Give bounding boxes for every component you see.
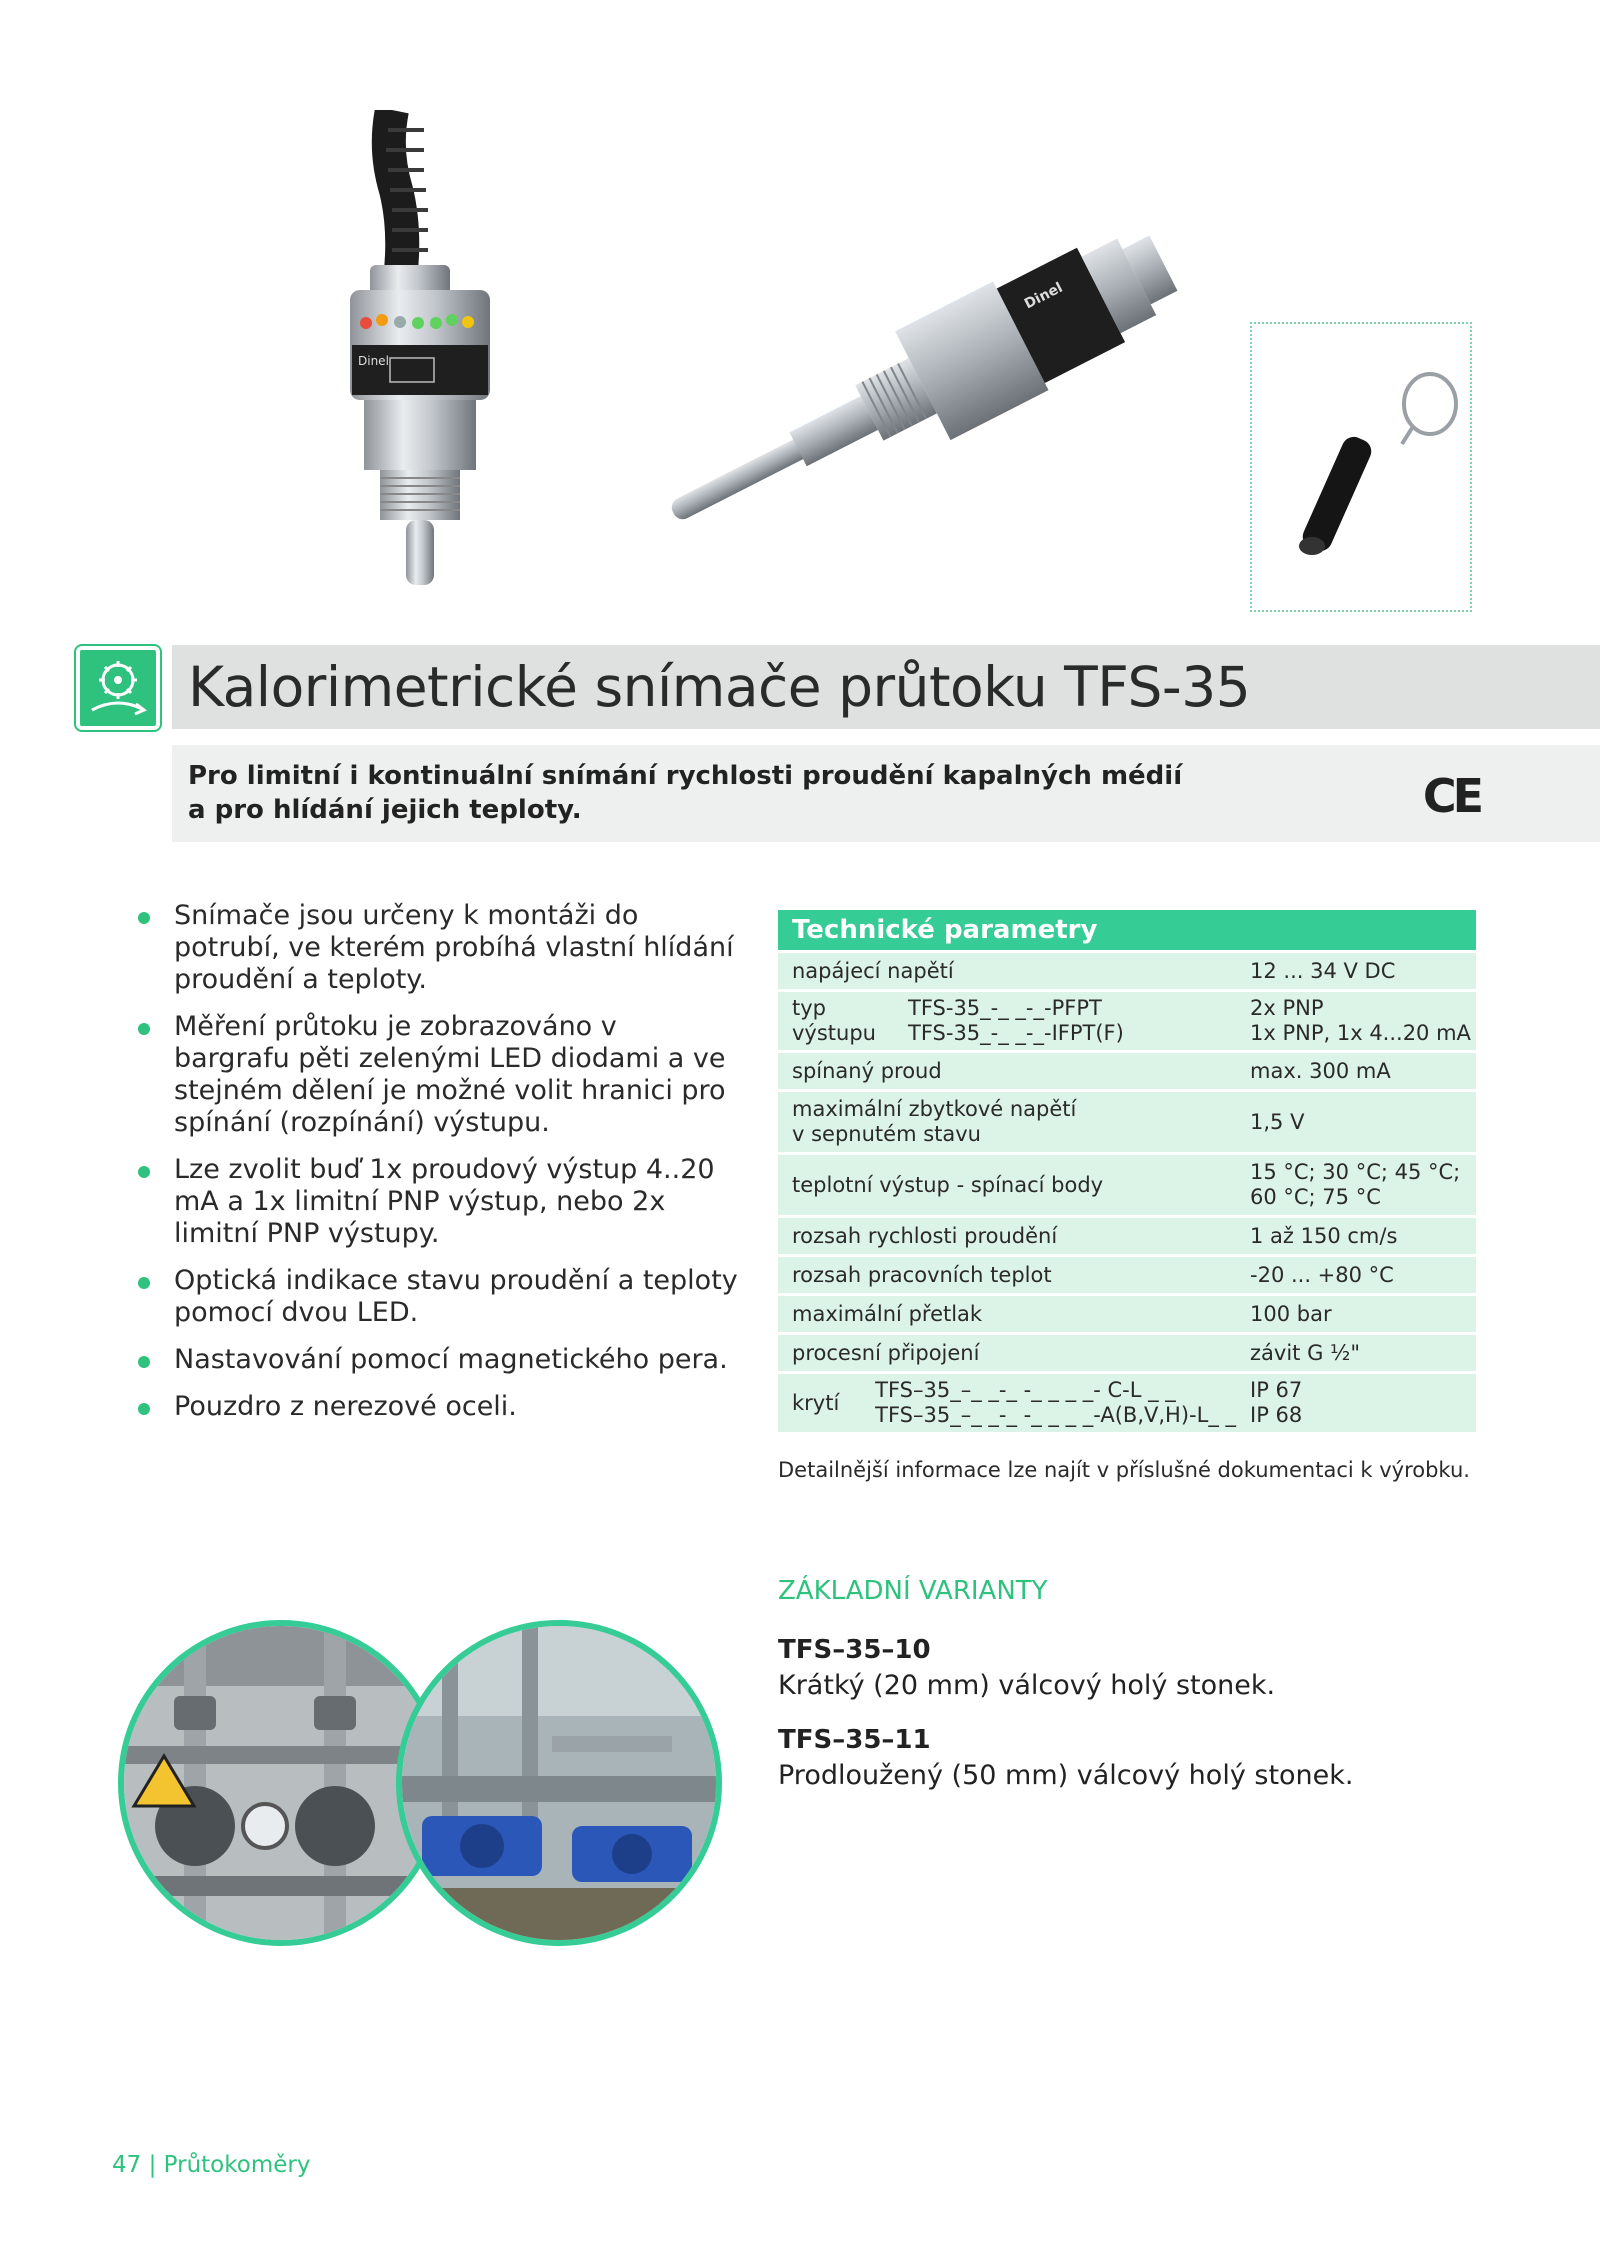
param-label: rozsah pracovních teplot — [792, 1262, 1052, 1287]
list-item — [138, 1154, 738, 1250]
param-value — [1236, 996, 1476, 1046]
feature-text: Snímače jsou určeny k montáži do potrubí, ve kterém probíhá vlastní hlídání proudění a teploty. — [174, 900, 734, 995]
param-value: max. 300 mA — [1250, 1058, 1391, 1083]
page-title: Kalorimetrické snímače průtoku TFS-35 — [188, 655, 1251, 719]
param-value — [1236, 1378, 1476, 1428]
param-value: závit G ½" — [1250, 1340, 1361, 1365]
param-value-2: IP 68 — [1250, 1403, 1303, 1427]
flow-meter-icon — [76, 646, 160, 730]
variant-code: TFS–35–10 — [778, 1635, 931, 1665]
param-value-2: 60 °C; 75 °C — [1250, 1185, 1381, 1209]
product-photo-magnetic-pen — [1250, 322, 1472, 612]
param-codes — [875, 1378, 1236, 1428]
param-label — [778, 1097, 1236, 1147]
page-footer — [112, 2152, 310, 2178]
list-item — [138, 1391, 738, 1423]
bullet-icon — [138, 1403, 150, 1415]
param-value-1: 15 °C; 30 °C; 45 °C; — [1250, 1160, 1461, 1184]
param-value: 100 bar — [1250, 1301, 1332, 1326]
param-label: procesní připojení — [792, 1340, 980, 1365]
product-photo-sensor-led — [330, 110, 510, 590]
param-label-2: výstupu — [792, 1021, 876, 1045]
feature-text: Optická indikace stavu proudění a teploty pomocí dvou LED. — [174, 1265, 738, 1328]
variant-description: Krátký (20 mm) válcový holý stonek. — [778, 1670, 1276, 1701]
param-label-text: krytí — [792, 1390, 840, 1415]
table-row — [778, 1155, 1476, 1215]
param-label: napájecí napětí — [792, 958, 954, 983]
subtitle-line-1: Pro limitní i kontinuální snímání rychlosti proudění kapalných médií — [188, 761, 1183, 791]
bullet-icon — [138, 912, 150, 924]
param-label-1: typ — [792, 996, 826, 1020]
table-row — [778, 953, 1476, 989]
list-item — [138, 1011, 738, 1139]
param-label: rozsah rychlosti proudění — [792, 1223, 1058, 1248]
bullet-icon — [138, 1277, 150, 1289]
param-value: 1 až 150 cm/s — [1250, 1223, 1398, 1248]
list-item — [138, 1344, 738, 1376]
param-value — [1236, 1160, 1476, 1210]
param-value: 1,5 V — [1250, 1109, 1305, 1134]
product-photo-sensor-long — [620, 225, 1180, 545]
param-code-2: TFS–35_–_ _-_ -_ _ _ _-A(B,V,H)-L_ _ — [875, 1403, 1236, 1427]
section-name: Průtokoměry — [163, 2152, 311, 2178]
table-row — [778, 1218, 1476, 1254]
tech-params-table — [778, 910, 1476, 1435]
param-value-1: IP 67 — [1250, 1378, 1303, 1402]
param-label — [778, 1378, 1236, 1428]
brand-label-2: Dinel — [1021, 279, 1066, 313]
param-label: spínaný proud — [792, 1058, 942, 1083]
param-value: 12 ... 34 V DC — [1250, 958, 1396, 983]
bullet-icon — [138, 1166, 150, 1178]
feature-text: Pouzdro z nerezové oceli. — [174, 1391, 517, 1422]
ce-mark-icon: CE — [1422, 769, 1480, 823]
variant-code: TFS–35–11 — [778, 1725, 931, 1755]
param-code-1: TFS-35_-_ _-_-PFPT — [908, 996, 1102, 1020]
param-label: maximální přetlak — [792, 1301, 983, 1326]
footer-separator: | — [148, 2152, 157, 2178]
table-row — [778, 1374, 1476, 1432]
table-row — [778, 1053, 1476, 1089]
tech-note: Detailnější informace lze najít v příslušné dokumentaci k výrobku. — [778, 1458, 1470, 1482]
feature-text: Lze zvolit buď 1x proudový výstup 4..20 mA a 1x limitní PNP výstup, nebo 2x limitní PNP výstupy. — [174, 1154, 715, 1249]
param-code-1: TFS–35_–_ _-_ -_ _ _ _- C-L _ _ — [875, 1378, 1176, 1402]
param-label-2: v sepnutém stavu — [792, 1122, 981, 1146]
variants-heading: ZÁKLADNÍ VARIANTY — [778, 1576, 1048, 1606]
subtitle — [188, 759, 1188, 827]
bullet-icon — [138, 1356, 150, 1368]
param-value-2: 1x PNP, 1x 4...20 mA — [1250, 1021, 1471, 1045]
page-number: 47 — [112, 2152, 142, 2178]
list-item — [138, 900, 738, 996]
param-label — [778, 996, 1236, 1046]
bullet-icon — [138, 1023, 150, 1035]
table-row — [778, 1335, 1476, 1371]
list-item — [138, 1265, 738, 1329]
feature-text: Nastavování pomocí magnetického pera. — [174, 1344, 728, 1375]
param-label-1: maximální zbytkové napětí — [792, 1097, 1077, 1121]
tech-params-heading: Technické parametry — [778, 910, 1476, 950]
table-row — [778, 992, 1476, 1050]
table-row — [778, 1092, 1476, 1152]
application-photo-pipes-blue — [396, 1620, 722, 1946]
feature-list — [138, 900, 738, 1438]
subtitle-line-2: a pro hlídání jejich teploty. — [188, 795, 582, 825]
param-value-1: 2x PNP — [1250, 996, 1324, 1020]
variants-section — [778, 1576, 1538, 1812]
feature-text: Měření průtoku je zobrazováno v bargrafu pěti zelenými LED diodami a ve stejném dělení je možné volit hranici pro spínání (rozpínání) výstupu. — [174, 1011, 726, 1138]
title-band — [172, 645, 1600, 729]
param-value: -20 ... +80 °C — [1250, 1262, 1394, 1287]
variant-description: Prodloužený (50 mm) válcový holý stonek. — [778, 1760, 1354, 1791]
param-label: teplotní výstup - spínací body — [792, 1172, 1104, 1197]
table-row — [778, 1296, 1476, 1332]
subtitle-band — [172, 745, 1600, 842]
param-code-2: TFS-35_-_ _-_-IFPT(F) — [908, 1021, 1124, 1045]
brand-label: Dinel — [358, 354, 389, 368]
table-row — [778, 1257, 1476, 1293]
